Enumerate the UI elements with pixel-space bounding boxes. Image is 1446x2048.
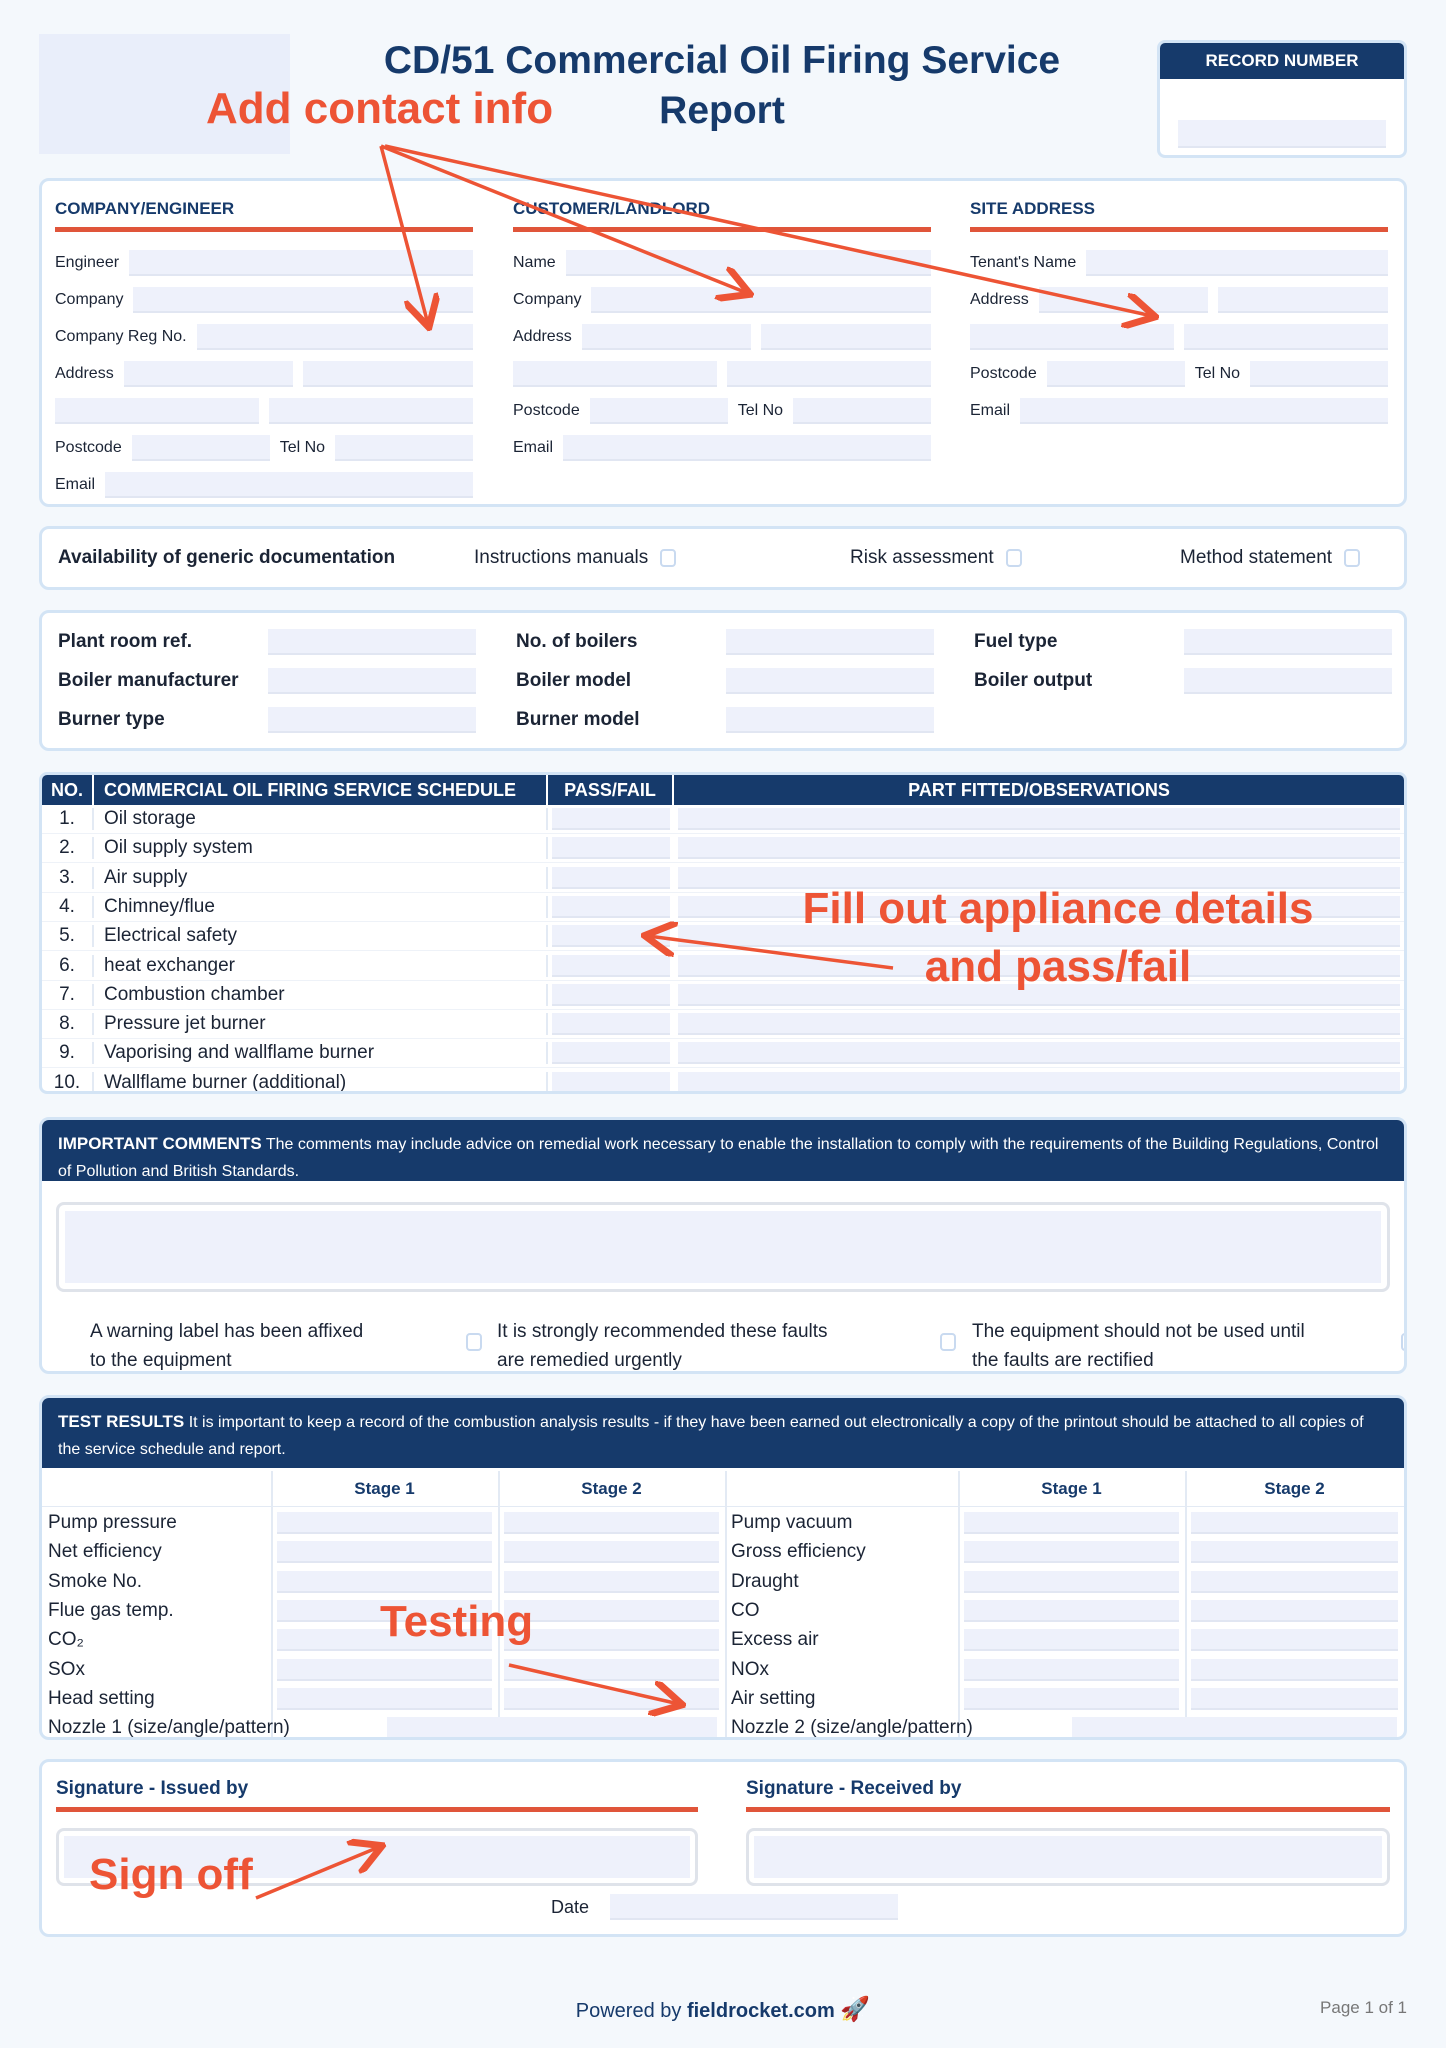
- field-label: Company Reg No.: [55, 327, 187, 345]
- column-header: PART FITTED/OBSERVATIONS: [674, 775, 1404, 805]
- field-label: Engineer: [55, 253, 120, 271]
- row-number: 9.: [42, 1042, 94, 1064]
- field-label: No. of boilers: [516, 631, 638, 652]
- annotation-line: and pass/fail: [924, 942, 1192, 991]
- field-label: Boiler output: [974, 670, 1093, 691]
- test-label: Pump vacuum: [731, 1512, 853, 1533]
- field-label: Tel No: [737, 401, 784, 419]
- test-label: Head setting: [48, 1687, 155, 1709]
- row-number: 1.: [42, 808, 94, 830]
- test-label: Net efficiency: [48, 1541, 162, 1563]
- check-label: the faults are rectified: [972, 1350, 1154, 1371]
- annotation-testing: Testing: [380, 1597, 534, 1646]
- column-header: COMMERCIAL OIL FIRING SERVICE SCHEDULE: [94, 775, 548, 805]
- section-heading: CUSTOMER/LANDLORD: [513, 199, 711, 218]
- test-label: Flue gas temp.: [48, 1599, 174, 1621]
- row-item: Wallflame burner (additional): [94, 1072, 548, 1094]
- row-number: 2.: [42, 837, 94, 859]
- record-number-label: RECORD NUMBER: [1160, 43, 1404, 79]
- arrow: [385, 146, 1152, 316]
- row-number: 6.: [42, 955, 94, 977]
- row-item: Combustion chamber: [94, 984, 548, 1006]
- field-label: Tel No: [1194, 364, 1241, 382]
- row-item: Vaporising and wallflame burner: [94, 1042, 548, 1064]
- row-item: Air supply: [94, 867, 548, 889]
- row-number: 8.: [42, 1013, 94, 1035]
- annotation-sign-off: Sign off: [89, 1850, 253, 1899]
- row-number: 7.: [42, 984, 94, 1006]
- test-label: CO₂: [48, 1629, 84, 1651]
- title-line-1: CD/51 Commercial Oil Firing Service: [383, 39, 1061, 82]
- test-label: SOx: [48, 1658, 85, 1680]
- stage-header: Stage 2: [581, 1479, 642, 1498]
- test-results-title: TEST RESULTS: [58, 1412, 185, 1431]
- section-heading: COMPANY/ENGINEER: [55, 199, 235, 218]
- annotation-line: Fill out appliance details: [802, 884, 1314, 933]
- row-item: Oil supply system: [94, 837, 548, 859]
- test-label: NOx: [731, 1658, 769, 1680]
- column-header: NO.: [42, 775, 94, 805]
- stage-header: Stage 1: [1041, 1479, 1102, 1498]
- test-label: Draught: [731, 1570, 799, 1592]
- arrow: [648, 936, 893, 968]
- check-label: A warning label has been affixed: [90, 1321, 364, 1342]
- row-item: Electrical safety: [94, 925, 548, 947]
- arrow: [509, 1665, 679, 1704]
- signature-issued-label: Signature - Issued by: [56, 1778, 249, 1799]
- comments-title: IMPORTANT COMMENTS: [58, 1134, 262, 1153]
- field-label: Address: [970, 290, 1029, 308]
- field-label: Boiler manufacturer: [58, 670, 239, 691]
- field-label: Burner type: [58, 709, 165, 730]
- option-label: Instructions manuals: [474, 547, 649, 568]
- field-label: Name: [513, 253, 556, 271]
- field-label: Tenant's Name: [970, 253, 1077, 271]
- field-label: Fuel type: [974, 631, 1058, 652]
- rocket-icon: 🚀: [840, 1996, 871, 2023]
- field-label: Burner model: [516, 709, 640, 730]
- date-label: Date: [551, 1897, 590, 1917]
- field-label: Postcode: [513, 401, 580, 419]
- page-number: Page 1 of 1: [1320, 1998, 1407, 2017]
- test-label: Gross efficiency: [731, 1541, 866, 1563]
- row-number: 10.: [42, 1072, 94, 1094]
- field-label: Company: [513, 290, 582, 308]
- row-number: 4.: [42, 896, 94, 918]
- row-item: Chimney/flue: [94, 896, 548, 918]
- field-label: Postcode: [970, 364, 1037, 382]
- comments-description: The comments may include advice on remedial work necessary to enable the installation to comply with the requirements of the Building Regulations, Control of Pollution and British Standards.: [58, 1136, 1379, 1180]
- annotation-contact: Add contact info: [206, 84, 554, 133]
- stage-header: Stage 2: [1264, 1479, 1325, 1498]
- test-label: Smoke No.: [48, 1570, 142, 1592]
- arrow: [381, 146, 428, 324]
- row-item: Pressure jet burner: [94, 1013, 548, 1035]
- stage-header: Stage 1: [354, 1479, 415, 1498]
- check-label: The equipment should not be used until: [972, 1321, 1305, 1342]
- check-label: are remedied urgently: [497, 1350, 682, 1371]
- title-line-2: Report: [659, 89, 785, 132]
- field-label: Address: [513, 327, 572, 345]
- field-label: Email: [55, 475, 96, 493]
- powered-by-text: Powered by: [575, 2000, 682, 2022]
- test-label: Nozzle 2 (size/angle/pattern): [731, 1717, 973, 1739]
- test-label: Air setting: [731, 1687, 816, 1709]
- check-label: to the equipment: [90, 1350, 232, 1371]
- option-label: Risk assessment: [850, 547, 994, 568]
- row-number: 5.: [42, 925, 94, 947]
- field-label: Address: [55, 364, 114, 382]
- row-item: Oil storage: [94, 808, 548, 830]
- field-label: Tel No: [279, 438, 326, 456]
- brand-link[interactable]: fieldrocket.com: [686, 2000, 835, 2022]
- field-label: Boiler model: [516, 670, 632, 691]
- test-label: Nozzle 1 (size/angle/pattern): [48, 1717, 290, 1739]
- test-results-description: It is important to keep a record of the combustion analysis results - if they have been earned out electronically a copy of the printout should be attached to all copies of the service schedule and report.: [58, 1414, 1364, 1458]
- arrow: [256, 1847, 379, 1898]
- option-label: Method statement: [1180, 547, 1333, 568]
- column-header: PASS/FAIL: [548, 775, 674, 805]
- field-label: Company: [55, 290, 124, 308]
- test-label: CO: [731, 1599, 760, 1621]
- test-label: Pump pressure: [48, 1512, 177, 1533]
- documentation-label: Availability of generic documentation: [58, 547, 396, 568]
- row-number: 3.: [42, 867, 94, 889]
- field-label: Plant room ref.: [58, 631, 193, 652]
- field-label: Postcode: [55, 438, 122, 456]
- field-label: Email: [513, 438, 554, 456]
- signature-received-label: Signature - Received by: [746, 1778, 962, 1799]
- test-label: Excess air: [731, 1629, 819, 1651]
- check-label: It is strongly recommended these faults: [497, 1321, 828, 1342]
- section-heading: SITE ADDRESS: [970, 199, 1096, 218]
- field-label: Email: [970, 401, 1011, 419]
- row-item: heat exchanger: [94, 955, 548, 977]
- arrow: [381, 146, 747, 293]
